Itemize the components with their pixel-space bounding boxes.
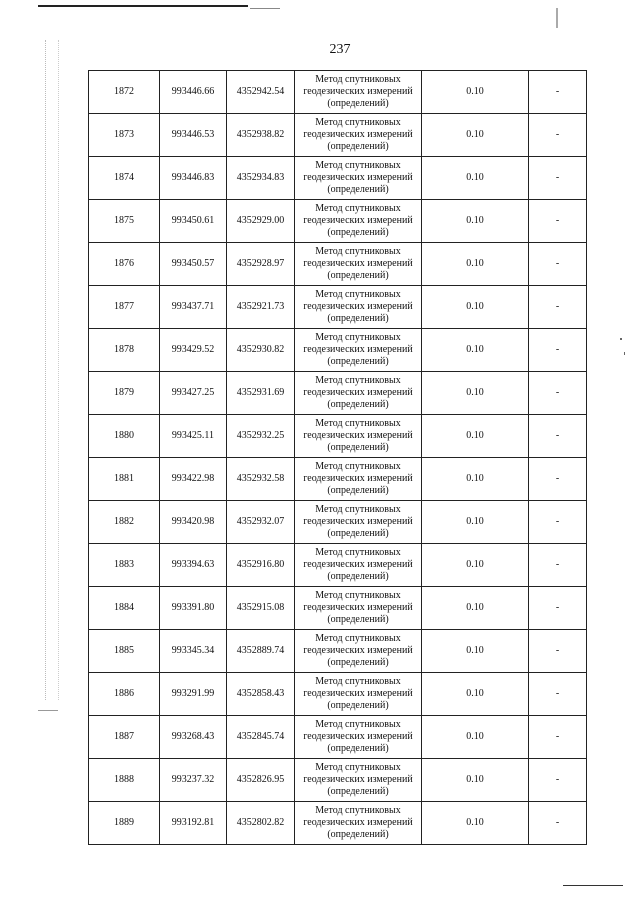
method-cell: [295, 243, 422, 286]
x-coordinate-cell: 993192.81: [160, 802, 227, 845]
method-line: геодезических измерений: [303, 387, 413, 398]
method-line: Метод спутниковых: [315, 461, 401, 472]
scan-artifact-line: [563, 885, 623, 886]
method-line: геодезических измерений: [303, 731, 413, 742]
method-line: (определений): [327, 270, 389, 281]
method-line: Метод спутниковых: [315, 676, 401, 687]
y-coordinate-cell: 4352916.80: [227, 544, 295, 587]
y-coordinate-cell: 4352845.74: [227, 716, 295, 759]
method-cell: [295, 286, 422, 329]
method-line: геодезических измерений: [303, 301, 413, 312]
table-row: [89, 673, 587, 716]
note-cell: -: [529, 329, 587, 372]
note-cell: -: [529, 759, 587, 802]
point-number-cell: 1873: [89, 114, 160, 157]
table-row: [89, 157, 587, 200]
method-line: геодезических измерений: [303, 172, 413, 183]
scan-speck: [620, 338, 622, 340]
method-line: (определений): [327, 356, 389, 367]
method-line: Метод спутниковых: [315, 590, 401, 601]
accuracy-cell: 0.10: [422, 759, 529, 802]
x-coordinate-cell: 993446.53: [160, 114, 227, 157]
y-coordinate-cell: 4352921.73: [227, 286, 295, 329]
table-row: [89, 501, 587, 544]
point-number-cell: 1883: [89, 544, 160, 587]
note-cell: -: [529, 630, 587, 673]
x-coordinate-cell: 993345.34: [160, 630, 227, 673]
accuracy-cell: 0.10: [422, 200, 529, 243]
method-line: (определений): [327, 313, 389, 324]
x-coordinate-cell: 993446.83: [160, 157, 227, 200]
y-coordinate-cell: 4352826.95: [227, 759, 295, 802]
method-line: геодезических измерений: [303, 129, 413, 140]
scan-speck: [624, 352, 625, 355]
accuracy-cell: 0.10: [422, 802, 529, 845]
x-coordinate-cell: 993237.32: [160, 759, 227, 802]
x-coordinate-cell: 993429.52: [160, 329, 227, 372]
point-number-cell: 1884: [89, 587, 160, 630]
scan-artifact-edge: [58, 40, 60, 700]
y-coordinate-cell: 4352929.00: [227, 200, 295, 243]
x-coordinate-cell: 993394.63: [160, 544, 227, 587]
note-cell: -: [529, 587, 587, 630]
x-coordinate-cell: 993446.66: [160, 71, 227, 114]
method-line: (определений): [327, 227, 389, 238]
note-cell: -: [529, 372, 587, 415]
accuracy-cell: 0.10: [422, 501, 529, 544]
method-cell: [295, 501, 422, 544]
method-line: (определений): [327, 743, 389, 754]
y-coordinate-cell: 4352858.43: [227, 673, 295, 716]
x-coordinate-cell: 993268.43: [160, 716, 227, 759]
method-cell: [295, 544, 422, 587]
method-cell: [295, 200, 422, 243]
method-line: (определений): [327, 829, 389, 840]
method-line: геодезических измерений: [303, 645, 413, 656]
method-line: Метод спутниковых: [315, 332, 401, 343]
x-coordinate-cell: 993425.11: [160, 415, 227, 458]
table-row: [89, 114, 587, 157]
method-cell: [295, 329, 422, 372]
method-line: геодезических измерений: [303, 817, 413, 828]
scan-artifact-line: [556, 8, 558, 28]
point-number-cell: 1879: [89, 372, 160, 415]
accuracy-cell: 0.10: [422, 630, 529, 673]
method-line: геодезических измерений: [303, 602, 413, 613]
method-cell: [295, 71, 422, 114]
method-line: геодезических измерений: [303, 86, 413, 97]
accuracy-cell: 0.10: [422, 157, 529, 200]
method-cell: [295, 415, 422, 458]
point-number-cell: 1885: [89, 630, 160, 673]
method-line: Метод спутниковых: [315, 74, 401, 85]
accuracy-cell: 0.10: [422, 114, 529, 157]
note-cell: -: [529, 458, 587, 501]
table-row: [89, 544, 587, 587]
point-number-cell: 1880: [89, 415, 160, 458]
method-line: геодезических измерений: [303, 774, 413, 785]
method-line: Метод спутниковых: [315, 418, 401, 429]
method-line: геодезических измерений: [303, 344, 413, 355]
accuracy-cell: 0.10: [422, 673, 529, 716]
method-line: (определений): [327, 571, 389, 582]
y-coordinate-cell: 4352932.07: [227, 501, 295, 544]
y-coordinate-cell: 4352928.97: [227, 243, 295, 286]
method-line: (определений): [327, 98, 389, 109]
point-number-cell: 1876: [89, 243, 160, 286]
method-line: (определений): [327, 786, 389, 797]
method-line: Метод спутниковых: [315, 762, 401, 773]
accuracy-cell: 0.10: [422, 587, 529, 630]
method-line: Метод спутниковых: [315, 633, 401, 644]
method-line: Метод спутниковых: [315, 160, 401, 171]
method-line: (определений): [327, 700, 389, 711]
y-coordinate-cell: 4352942.54: [227, 71, 295, 114]
y-coordinate-cell: 4352931.69: [227, 372, 295, 415]
note-cell: -: [529, 200, 587, 243]
x-coordinate-cell: 993291.99: [160, 673, 227, 716]
method-cell: [295, 802, 422, 845]
method-line: (определений): [327, 141, 389, 152]
table-row: [89, 243, 587, 286]
point-number-cell: 1889: [89, 802, 160, 845]
y-coordinate-cell: 4352938.82: [227, 114, 295, 157]
point-number-cell: 1882: [89, 501, 160, 544]
method-cell: [295, 673, 422, 716]
accuracy-cell: 0.10: [422, 716, 529, 759]
method-cell: [295, 372, 422, 415]
point-number-cell: 1872: [89, 71, 160, 114]
x-coordinate-cell: 993427.25: [160, 372, 227, 415]
note-cell: -: [529, 114, 587, 157]
method-line: (определений): [327, 657, 389, 668]
method-cell: [295, 114, 422, 157]
method-line: Метод спутниковых: [315, 504, 401, 515]
x-coordinate-cell: 993450.61: [160, 200, 227, 243]
accuracy-cell: 0.10: [422, 243, 529, 286]
point-number-cell: 1888: [89, 759, 160, 802]
y-coordinate-cell: 4352930.82: [227, 329, 295, 372]
x-coordinate-cell: 993420.98: [160, 501, 227, 544]
method-line: Метод спутниковых: [315, 805, 401, 816]
table-row: [89, 329, 587, 372]
accuracy-cell: 0.10: [422, 415, 529, 458]
table-row: [89, 71, 587, 114]
note-cell: -: [529, 673, 587, 716]
method-cell: [295, 759, 422, 802]
method-line: Метод спутниковых: [315, 246, 401, 257]
method-line: (определений): [327, 399, 389, 410]
method-line: геодезических измерений: [303, 430, 413, 441]
table-row: [89, 587, 587, 630]
point-number-cell: 1886: [89, 673, 160, 716]
y-coordinate-cell: 4352889.74: [227, 630, 295, 673]
table-row: [89, 802, 587, 845]
accuracy-cell: 0.10: [422, 329, 529, 372]
note-cell: -: [529, 157, 587, 200]
table-row: [89, 415, 587, 458]
note-cell: -: [529, 286, 587, 329]
table-row: [89, 200, 587, 243]
accuracy-cell: 0.10: [422, 71, 529, 114]
method-line: геодезических измерений: [303, 559, 413, 570]
method-line: геодезических измерений: [303, 516, 413, 527]
method-line: геодезических измерений: [303, 473, 413, 484]
accuracy-cell: 0.10: [422, 372, 529, 415]
scan-artifact-line: [38, 710, 58, 711]
table-row: [89, 630, 587, 673]
method-line: (определений): [327, 442, 389, 453]
method-line: (определений): [327, 614, 389, 625]
method-line: геодезических измерений: [303, 258, 413, 269]
note-cell: -: [529, 415, 587, 458]
point-number-cell: 1887: [89, 716, 160, 759]
scan-artifact-edge: [45, 40, 47, 700]
x-coordinate-cell: 993437.71: [160, 286, 227, 329]
note-cell: -: [529, 501, 587, 544]
y-coordinate-cell: 4352932.58: [227, 458, 295, 501]
coordinates-table: [88, 70, 587, 845]
y-coordinate-cell: 4352932.25: [227, 415, 295, 458]
table-row: [89, 286, 587, 329]
x-coordinate-cell: 993422.98: [160, 458, 227, 501]
note-cell: -: [529, 802, 587, 845]
method-cell: [295, 157, 422, 200]
point-number-cell: 1874: [89, 157, 160, 200]
accuracy-cell: 0.10: [422, 286, 529, 329]
method-line: геодезических измерений: [303, 688, 413, 699]
coordinates-table-body: [89, 71, 587, 845]
method-line: Метод спутниковых: [315, 547, 401, 558]
method-cell: [295, 716, 422, 759]
method-cell: [295, 630, 422, 673]
y-coordinate-cell: 4352934.83: [227, 157, 295, 200]
method-line: Метод спутниковых: [315, 719, 401, 730]
accuracy-cell: 0.10: [422, 458, 529, 501]
page-number: 237: [329, 42, 351, 57]
method-line: Метод спутниковых: [315, 203, 401, 214]
method-line: (определений): [327, 528, 389, 539]
point-number-cell: 1875: [89, 200, 160, 243]
table-row: [89, 372, 587, 415]
note-cell: -: [529, 71, 587, 114]
method-cell: [295, 458, 422, 501]
method-line: Метод спутниковых: [315, 289, 401, 300]
method-line: Метод спутниковых: [315, 117, 401, 128]
table-row: [89, 716, 587, 759]
y-coordinate-cell: 4352915.08: [227, 587, 295, 630]
note-cell: -: [529, 716, 587, 759]
note-cell: -: [529, 544, 587, 587]
scan-artifact-line: [38, 5, 248, 7]
point-number-cell: 1877: [89, 286, 160, 329]
x-coordinate-cell: 993391.80: [160, 587, 227, 630]
method-line: (определений): [327, 184, 389, 195]
method-line: геодезических измерений: [303, 215, 413, 226]
x-coordinate-cell: 993450.57: [160, 243, 227, 286]
table-row: [89, 458, 587, 501]
method-cell: [295, 587, 422, 630]
point-number-cell: 1878: [89, 329, 160, 372]
accuracy-cell: 0.10: [422, 544, 529, 587]
note-cell: -: [529, 243, 587, 286]
point-number-cell: 1881: [89, 458, 160, 501]
method-line: Метод спутниковых: [315, 375, 401, 386]
method-line: (определений): [327, 485, 389, 496]
scan-artifact-line: [250, 8, 280, 9]
y-coordinate-cell: 4352802.82: [227, 802, 295, 845]
table-row: [89, 759, 587, 802]
